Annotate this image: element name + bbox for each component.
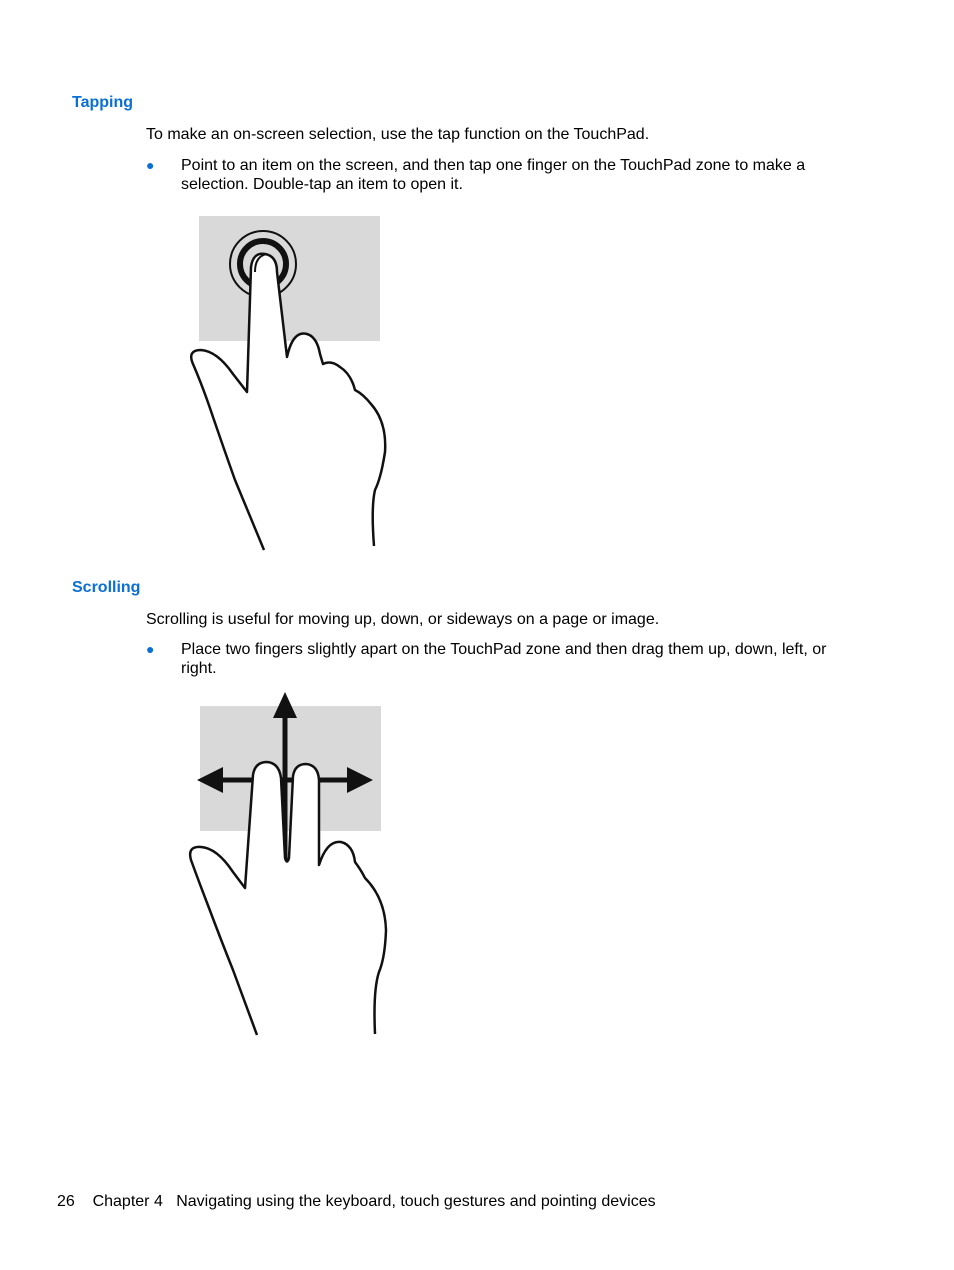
touchpad-zone bbox=[199, 216, 380, 341]
tapping-intro: To make an on-screen selection, use the tap function on the TouchPad. bbox=[146, 126, 650, 143]
section-heading-tapping: Tapping bbox=[72, 94, 134, 111]
bullet-icon: ● bbox=[146, 641, 155, 657]
footer-chapter: Chapter 4 bbox=[92, 1193, 163, 1210]
scrolling-bullet bbox=[146, 640, 846, 678]
tap-gesture-icon bbox=[185, 212, 395, 552]
bullet-icon: ● bbox=[146, 157, 155, 173]
scrolling-intro: Scrolling is useful for moving up, down, or sideways on a page or image. bbox=[146, 611, 660, 628]
section-heading-scrolling: Scrolling bbox=[72, 579, 141, 596]
footer-chapter-title: Navigating using the keyboard, touch gestures and pointing devices bbox=[176, 1193, 656, 1210]
arrow-up-icon bbox=[273, 692, 297, 718]
tapping-bullet bbox=[146, 156, 846, 194]
page-number: 26 bbox=[57, 1193, 75, 1210]
page-footer bbox=[57, 1192, 656, 1212]
tapping-bullet-text: Point to an item on the screen, and then tap one finger on the TouchPad zone to make a selection. Double-tap an item to open it. bbox=[181, 157, 806, 193]
scroll-gesture-icon bbox=[185, 690, 395, 1040]
scrolling-bullet-text: Place two fingers slightly apart on the TouchPad zone and then drag them up, down, left, or right. bbox=[181, 641, 827, 677]
